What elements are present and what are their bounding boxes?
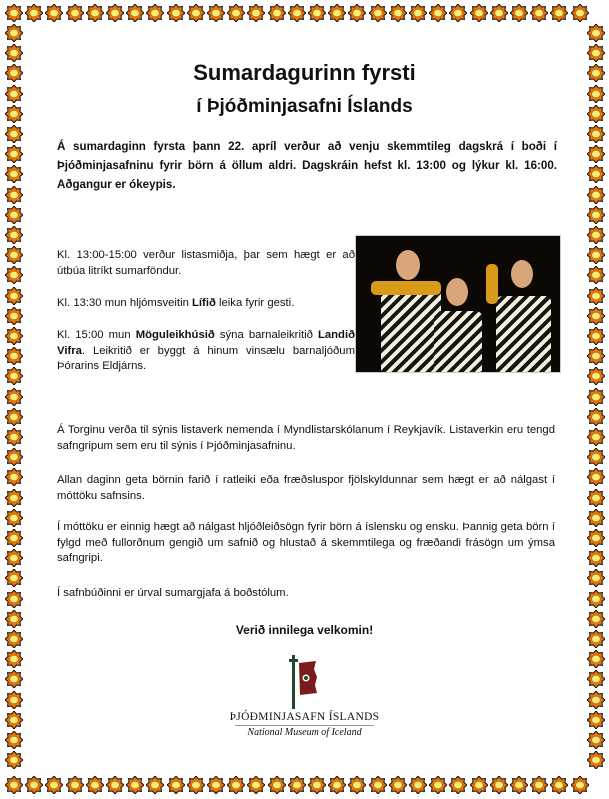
sun-icon <box>587 246 605 264</box>
sun-icon <box>5 751 23 769</box>
sun-icon <box>5 246 23 264</box>
sun-icon <box>587 489 605 507</box>
sun-icon <box>5 4 23 22</box>
logo-divider <box>235 725 374 726</box>
sun-icon <box>268 776 286 794</box>
paragraph-exhibition: Á Torginu verða til sýnis listaverk nemenda í Myndlistarskólanum í Reykjavík. Listaverkin eru tengd safngripum sem eru til sýnis í Þjóðminjasafninu. <box>57 424 555 452</box>
sun-icon <box>288 776 306 794</box>
sun-icon <box>247 4 265 22</box>
sun-icon <box>106 776 124 794</box>
sun-icon <box>25 776 43 794</box>
sun-icon <box>328 776 346 794</box>
sun-icon <box>587 287 605 305</box>
band-name: Lífið <box>192 297 216 309</box>
sun-icon <box>5 776 23 794</box>
sun-icon <box>389 776 407 794</box>
museum-logo-icon <box>286 653 322 711</box>
sun-icon <box>587 327 605 345</box>
sun-icon <box>5 388 23 406</box>
sun-icon <box>587 670 605 688</box>
sun-icon <box>587 24 605 42</box>
sun-icon <box>510 4 528 22</box>
sun-icon <box>86 4 104 22</box>
sun-icon <box>470 4 488 22</box>
sun-icon <box>5 509 23 527</box>
sun-icon <box>5 24 23 42</box>
sun-icon <box>587 529 605 547</box>
text: leika fyrir gesti. <box>215 297 295 309</box>
sun-icon <box>587 145 605 163</box>
paragraph-shop: Í safnbúðinni er úrval sumargjafa á boðstólum. <box>57 587 289 599</box>
museum-tagline: National Museum of Iceland <box>247 727 362 738</box>
sun-icon <box>409 776 427 794</box>
sun-icon <box>587 691 605 709</box>
sun-icon <box>5 428 23 446</box>
sun-icon <box>5 327 23 345</box>
sun-icon <box>288 4 306 22</box>
sun-icon <box>348 4 366 22</box>
text: . Leikritið er byggt á hinum vinsælu barnaljóðum Þórarins Eldjárns. <box>57 344 355 372</box>
sun-icon <box>5 307 23 325</box>
sun-icon <box>5 226 23 244</box>
sun-icon <box>550 4 568 22</box>
museum-name: ÞJÓÐMINJASAFN ÍSLANDS <box>229 711 380 723</box>
text: Kl. 13:30 mun hljómsveitin <box>57 297 193 309</box>
page-title: Sumardagurinn fyrsti <box>193 60 416 85</box>
sun-icon <box>308 4 326 22</box>
sun-icon <box>5 590 23 608</box>
sun-icon <box>187 4 205 22</box>
sun-icon <box>587 186 605 204</box>
sun-icon <box>587 226 605 244</box>
sun-icon <box>167 4 185 22</box>
sun-icon <box>5 448 23 466</box>
sun-icon <box>587 549 605 567</box>
sun-icon <box>587 590 605 608</box>
sun-icon <box>571 776 589 794</box>
sun-icon <box>369 4 387 22</box>
sun-icon <box>5 145 23 163</box>
sun-icon <box>187 776 205 794</box>
sun-icon <box>207 4 225 22</box>
sun-icon <box>587 650 605 668</box>
sun-icon <box>5 529 23 547</box>
sun-icon <box>5 549 23 567</box>
sun-icon <box>5 691 23 709</box>
paragraph-games: Allan daginn geta börnin farið í ratleiki eða fræðsluspor fjölskyldunnar sem hægt er að nálgast í móttöku safnsins. <box>57 474 555 502</box>
sun-icon <box>5 367 23 385</box>
sun-icon <box>45 4 63 22</box>
sun-icon <box>510 776 528 794</box>
sun-icon <box>429 776 447 794</box>
sun-icon <box>348 776 366 794</box>
sun-icon <box>5 408 23 426</box>
sun-icon <box>449 776 467 794</box>
sun-icon <box>587 206 605 224</box>
sun-icon <box>587 125 605 143</box>
sun-icon <box>530 776 548 794</box>
sun-icon <box>429 4 447 22</box>
schedule-item-play <box>57 328 355 375</box>
text: sýna barnaleikritið <box>214 329 318 341</box>
sun-icon <box>227 776 245 794</box>
sun-icon <box>587 408 605 426</box>
sun-icon <box>45 776 63 794</box>
sun-icon <box>5 206 23 224</box>
sun-icon <box>66 776 84 794</box>
sun-icon <box>247 776 265 794</box>
schedule-item-workshop: Kl. 13:00-15:00 verður listasmiðja, þar sem hægt er að útbúa litríkt sumarföndur. <box>57 249 355 277</box>
welcome-text: Verið innilega velkomin! <box>235 623 374 637</box>
sun-icon <box>5 468 23 486</box>
sun-icon <box>587 307 605 325</box>
sun-icon <box>587 367 605 385</box>
sun-icon <box>328 4 346 22</box>
sun-icon <box>5 347 23 365</box>
sun-icon <box>587 468 605 486</box>
sun-icon <box>369 776 387 794</box>
sun-icon <box>5 670 23 688</box>
sun-icon <box>470 776 488 794</box>
sun-icon <box>490 776 508 794</box>
sun-icon <box>5 489 23 507</box>
sun-icon <box>5 266 23 284</box>
sun-icon <box>587 428 605 446</box>
sun-icon <box>146 4 164 22</box>
sun-icon <box>5 650 23 668</box>
sun-icon <box>587 448 605 466</box>
text: Kl. 15:00 mun <box>57 329 136 341</box>
theatre-name: Möguleikhúsið <box>135 329 215 341</box>
paragraph-audioguide: Í móttöku er einnig hægt að nálgast hljóðleiðsögn fyrir börn á íslensku og ensku. Þannig geta börn í fylgd með fullorðnum gengið um safnið og hlustað á skemmtilega og fræðandi frásögn um ýmsa safngripi. <box>57 521 555 564</box>
sun-icon <box>106 4 124 22</box>
sun-icon <box>227 4 245 22</box>
sun-icon <box>550 776 568 794</box>
sun-icon <box>571 4 589 22</box>
sun-icon <box>587 347 605 365</box>
sun-icon <box>146 776 164 794</box>
sun-icon <box>207 776 225 794</box>
page-subtitle: í Þjóðminjasafni Íslands <box>196 96 413 117</box>
sun-icon <box>25 4 43 22</box>
sun-icon <box>5 125 23 143</box>
schedule-item-band <box>57 296 355 312</box>
sun-icon <box>587 509 605 527</box>
intro-paragraph: Á sumardaginn fyrsta þann 22. apríl verður að venju skemmtileg dagskrá í boði í Þjóðminjasafninu fyrir börn á öllum aldri. Dagskráin hefst kl. 13:00 og lýkur kl. 16:00. Aðgangur er ókeypis. <box>57 140 557 191</box>
sun-icon <box>409 4 427 22</box>
sun-icon <box>587 388 605 406</box>
sun-icon <box>5 287 23 305</box>
sun-icon <box>126 4 144 22</box>
sun-icon <box>126 776 144 794</box>
sun-icon <box>389 4 407 22</box>
sun-icon <box>5 165 23 183</box>
sun-icon <box>66 4 84 22</box>
sun-icon <box>587 751 605 769</box>
sun-icon <box>86 776 104 794</box>
sun-icon <box>587 266 605 284</box>
sun-icon <box>530 4 548 22</box>
sun-icon <box>167 776 185 794</box>
sun-icon <box>5 569 23 587</box>
sun-icon <box>449 4 467 22</box>
theatre-photo <box>355 235 561 373</box>
play-name: Landið Vifra <box>57 329 355 357</box>
sun-icon <box>268 4 286 22</box>
sun-icon <box>490 4 508 22</box>
sun-icon <box>308 776 326 794</box>
sun-icon <box>587 569 605 587</box>
sun-icon <box>5 186 23 204</box>
sun-icon <box>587 165 605 183</box>
